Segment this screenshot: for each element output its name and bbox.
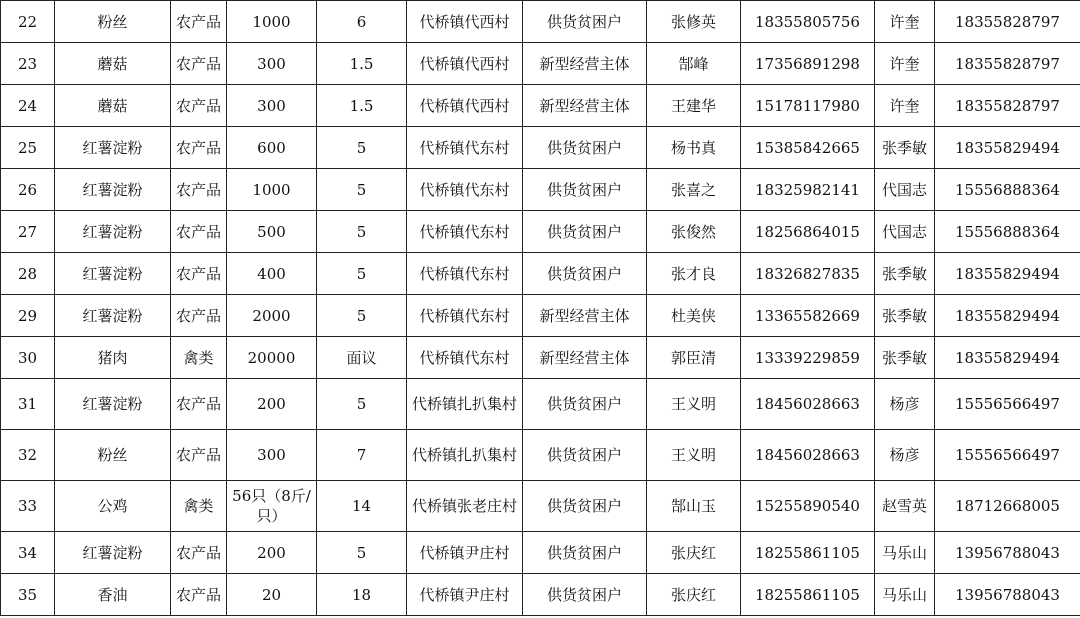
supplier-name-cell: 张才良 (647, 253, 741, 295)
supplier-phone-cell: 18325982141 (741, 169, 875, 211)
supplier-phone-cell: 15178117980 (741, 85, 875, 127)
product-name-cell: 蘑菇 (55, 43, 171, 85)
row-number-cell: 22 (1, 1, 55, 43)
category-cell: 农产品 (171, 574, 227, 616)
row-number-cell: 35 (1, 574, 55, 616)
unit-price-cell: 5 (317, 379, 407, 430)
table-row (1, 430, 1080, 481)
contact-phone-cell: 18712668005 (935, 481, 1080, 532)
quantity-cell: 300 (227, 430, 317, 481)
supplier-type-cell: 供货贫困户 (523, 127, 647, 169)
table-row (1, 481, 1080, 532)
quantity-cell: 1000 (227, 1, 317, 43)
product-name-cell: 红薯淀粉 (55, 211, 171, 253)
contact-phone-cell: 18355828797 (935, 43, 1080, 85)
product-name-cell: 粉丝 (55, 430, 171, 481)
unit-price-cell: 5 (317, 127, 407, 169)
village-cell: 代桥镇代西村 (407, 43, 523, 85)
supplier-name-cell: 张俊然 (647, 211, 741, 253)
table-row (1, 43, 1080, 85)
supplier-name-cell: 郭臣清 (647, 337, 741, 379)
row-number-cell: 28 (1, 253, 55, 295)
village-cell: 代桥镇尹庄村 (407, 532, 523, 574)
village-cell: 代桥镇代东村 (407, 211, 523, 253)
quantity-cell: 200 (227, 379, 317, 430)
table-row (1, 574, 1080, 616)
table-row (1, 532, 1080, 574)
unit-price-cell: 面议 (317, 337, 407, 379)
village-cell: 代桥镇代东村 (407, 337, 523, 379)
supplier-type-cell: 供货贫困户 (523, 169, 647, 211)
product-name-cell: 猪肉 (55, 337, 171, 379)
supplier-type-cell: 新型经营主体 (523, 337, 647, 379)
supplier-type-cell: 供货贫困户 (523, 211, 647, 253)
category-cell: 农产品 (171, 253, 227, 295)
supplier-type-cell: 供货贫困户 (523, 574, 647, 616)
contact-phone-cell: 18355829494 (935, 127, 1080, 169)
village-cell: 代桥镇张老庄村 (407, 481, 523, 532)
product-name-cell: 红薯淀粉 (55, 169, 171, 211)
category-cell: 农产品 (171, 127, 227, 169)
row-number-cell: 31 (1, 379, 55, 430)
supplier-type-cell: 新型经营主体 (523, 295, 647, 337)
unit-price-cell: 6 (317, 1, 407, 43)
village-cell: 代桥镇代东村 (407, 169, 523, 211)
contact-phone-cell: 15556566497 (935, 379, 1080, 430)
village-cell: 代桥镇代东村 (407, 295, 523, 337)
contact-phone-cell: 13956788043 (935, 532, 1080, 574)
quantity-cell: 200 (227, 532, 317, 574)
unit-price-cell: 1.5 (317, 85, 407, 127)
village-cell: 代桥镇代东村 (407, 127, 523, 169)
supplier-name-cell: 张修英 (647, 1, 741, 43)
unit-price-cell: 5 (317, 295, 407, 337)
quantity-cell: 56只（8斤/只） (227, 481, 317, 532)
contact-name-cell: 代国志 (875, 169, 935, 211)
row-number-cell: 27 (1, 211, 55, 253)
village-cell: 代桥镇扎扒集村 (407, 379, 523, 430)
supplier-type-cell: 供货贫困户 (523, 532, 647, 574)
contact-phone-cell: 13956788043 (935, 574, 1080, 616)
category-cell: 农产品 (171, 379, 227, 430)
supplier-phone-cell: 18255861105 (741, 532, 875, 574)
category-cell: 农产品 (171, 1, 227, 43)
supplier-phone-cell: 18456028663 (741, 379, 875, 430)
contact-name-cell: 张季敏 (875, 127, 935, 169)
unit-price-cell: 5 (317, 532, 407, 574)
product-name-cell: 粉丝 (55, 1, 171, 43)
supplier-type-cell: 新型经营主体 (523, 85, 647, 127)
supplier-phone-cell: 17356891298 (741, 43, 875, 85)
table-row (1, 295, 1080, 337)
supplier-name-cell: 王建华 (647, 85, 741, 127)
category-cell: 禽类 (171, 337, 227, 379)
supplier-name-cell: 杜美侠 (647, 295, 741, 337)
contact-phone-cell: 18355828797 (935, 85, 1080, 127)
supplier-name-cell: 王义明 (647, 379, 741, 430)
contact-name-cell: 张季敏 (875, 337, 935, 379)
product-name-cell: 公鸡 (55, 481, 171, 532)
category-cell: 农产品 (171, 43, 227, 85)
product-name-cell: 红薯淀粉 (55, 295, 171, 337)
supplier-name-cell: 杨书真 (647, 127, 741, 169)
table-row (1, 379, 1080, 430)
supplier-type-cell: 供货贫困户 (523, 481, 647, 532)
quantity-cell: 20 (227, 574, 317, 616)
table-row (1, 337, 1080, 379)
supplier-name-cell: 张庆红 (647, 574, 741, 616)
contact-name-cell: 马乐山 (875, 532, 935, 574)
supplier-type-cell: 供货贫困户 (523, 253, 647, 295)
category-cell: 农产品 (171, 169, 227, 211)
contact-name-cell: 许奎 (875, 1, 935, 43)
product-name-cell: 红薯淀粉 (55, 379, 171, 430)
contact-name-cell: 许奎 (875, 85, 935, 127)
supplier-name-cell: 张庆红 (647, 532, 741, 574)
product-name-cell: 香油 (55, 574, 171, 616)
supplier-phone-cell: 15385842665 (741, 127, 875, 169)
quantity-cell: 300 (227, 85, 317, 127)
product-name-cell: 蘑菇 (55, 85, 171, 127)
contact-name-cell: 许奎 (875, 43, 935, 85)
supplier-phone-cell: 13365582669 (741, 295, 875, 337)
unit-price-cell: 7 (317, 430, 407, 481)
contact-name-cell: 杨彦 (875, 430, 935, 481)
quantity-cell: 400 (227, 253, 317, 295)
unit-price-cell: 5 (317, 169, 407, 211)
supplier-name-cell: 王义明 (647, 430, 741, 481)
supplier-type-cell: 新型经营主体 (523, 43, 647, 85)
village-cell: 代桥镇扎扒集村 (407, 430, 523, 481)
quantity-cell: 1000 (227, 169, 317, 211)
unit-price-cell: 1.5 (317, 43, 407, 85)
row-number-cell: 29 (1, 295, 55, 337)
contact-name-cell: 马乐山 (875, 574, 935, 616)
row-number-cell: 23 (1, 43, 55, 85)
contact-name-cell: 张季敏 (875, 295, 935, 337)
supplier-phone-cell: 18355805756 (741, 1, 875, 43)
row-number-cell: 26 (1, 169, 55, 211)
table-body (1, 1, 1080, 616)
supplier-type-cell: 供货贫困户 (523, 1, 647, 43)
unit-price-cell: 14 (317, 481, 407, 532)
supplier-phone-cell: 13339229859 (741, 337, 875, 379)
row-number-cell: 25 (1, 127, 55, 169)
unit-price-cell: 5 (317, 211, 407, 253)
product-name-cell: 红薯淀粉 (55, 127, 171, 169)
contact-phone-cell: 18355829494 (935, 253, 1080, 295)
product-name-cell: 红薯淀粉 (55, 532, 171, 574)
unit-price-cell: 18 (317, 574, 407, 616)
village-cell: 代桥镇代东村 (407, 253, 523, 295)
contact-name-cell: 张季敏 (875, 253, 935, 295)
quantity-cell: 300 (227, 43, 317, 85)
table-row (1, 169, 1080, 211)
supplier-phone-cell: 18456028663 (741, 430, 875, 481)
row-number-cell: 32 (1, 430, 55, 481)
supplier-name-cell: 郜峰 (647, 43, 741, 85)
table-row (1, 1, 1080, 43)
row-number-cell: 24 (1, 85, 55, 127)
contact-name-cell: 杨彦 (875, 379, 935, 430)
row-number-cell: 30 (1, 337, 55, 379)
quantity-cell: 600 (227, 127, 317, 169)
category-cell: 禽类 (171, 481, 227, 532)
village-cell: 代桥镇尹庄村 (407, 574, 523, 616)
supplier-type-cell: 供货贫困户 (523, 379, 647, 430)
table-row (1, 211, 1080, 253)
category-cell: 农产品 (171, 211, 227, 253)
category-cell: 农产品 (171, 532, 227, 574)
category-cell: 农产品 (171, 295, 227, 337)
contact-name-cell: 赵雪英 (875, 481, 935, 532)
contact-name-cell: 代国志 (875, 211, 935, 253)
table-row (1, 127, 1080, 169)
row-number-cell: 34 (1, 532, 55, 574)
supplier-name-cell: 张喜之 (647, 169, 741, 211)
row-number-cell: 33 (1, 481, 55, 532)
quantity-cell: 20000 (227, 337, 317, 379)
supplier-phone-cell: 18256864015 (741, 211, 875, 253)
contact-phone-cell: 18355829494 (935, 295, 1080, 337)
contact-phone-cell: 15556566497 (935, 430, 1080, 481)
category-cell: 农产品 (171, 85, 227, 127)
village-cell: 代桥镇代西村 (407, 1, 523, 43)
contact-phone-cell: 18355829494 (935, 337, 1080, 379)
unit-price-cell: 5 (317, 253, 407, 295)
table-row (1, 253, 1080, 295)
product-name-cell: 红薯淀粉 (55, 253, 171, 295)
supplier-phone-cell: 18255861105 (741, 574, 875, 616)
contact-phone-cell: 15556888364 (935, 169, 1080, 211)
supplier-name-cell: 郜山玉 (647, 481, 741, 532)
quantity-cell: 500 (227, 211, 317, 253)
village-cell: 代桥镇代西村 (407, 85, 523, 127)
contact-phone-cell: 18355828797 (935, 1, 1080, 43)
quantity-cell: 2000 (227, 295, 317, 337)
supplier-phone-cell: 15255890540 (741, 481, 875, 532)
category-cell: 农产品 (171, 430, 227, 481)
contact-phone-cell: 15556888364 (935, 211, 1080, 253)
table-row (1, 85, 1080, 127)
supplier-type-cell: 供货贫困户 (523, 430, 647, 481)
supplier-phone-cell: 18326827835 (741, 253, 875, 295)
